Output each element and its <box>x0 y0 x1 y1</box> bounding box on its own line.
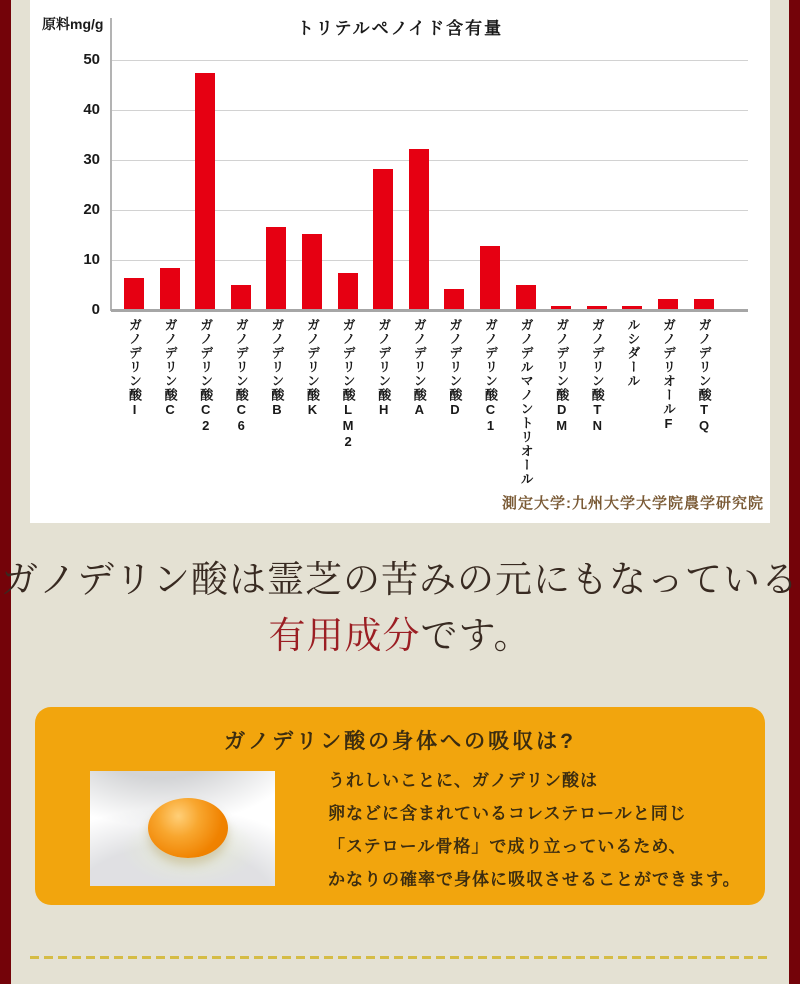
x-category-label: ガノデリン酸DM <box>554 318 570 434</box>
bar-ガノデリン酸C <box>160 268 180 311</box>
headline-line1: ガノデリン酸は霊芝の苦みの元にもなっている <box>1 560 799 601</box>
bar-ガノデリン酸A <box>409 149 429 310</box>
bar-ガノデリン酸LM2 <box>338 273 358 311</box>
y-tick-label: 40 <box>83 101 100 118</box>
y-axis-line <box>110 18 112 311</box>
bar-ガノデリン酸D <box>444 289 464 311</box>
x-category-label: ガノデリン酸I <box>127 318 142 418</box>
y-axis-unit-label: 原料mg/g <box>42 16 104 32</box>
absorption-box-title: ガノデリン酸の身体への吸収は? <box>224 730 576 753</box>
x-category-label: ガノデルマノントリオール <box>518 318 534 486</box>
x-category-label: ガノデリン酸C1 <box>483 318 498 434</box>
headline-line2-rest: です。 <box>420 616 532 657</box>
absorption-text-line: 「ステロール骨格」で成り立っているため、 <box>328 837 687 856</box>
bar-ガノデルマノントリオール <box>516 285 536 310</box>
headline-highlight: 有用成分 <box>268 616 421 657</box>
absorption-text-line: 卵などに含まれているコレステロールと同じ <box>328 804 687 823</box>
bottom-dashed-divider <box>30 956 770 959</box>
bar-ガノデリン酸C1 <box>480 246 500 311</box>
absorption-info-box <box>35 707 765 905</box>
x-category-label: ガノデリン酸C <box>162 318 178 418</box>
x-category-label: ガノデリン酸C2 <box>198 318 214 434</box>
gridline <box>111 60 748 61</box>
x-axis-baseline <box>111 309 748 312</box>
x-category-label: ルシダール <box>625 318 641 388</box>
y-tick-label: 10 <box>83 251 100 268</box>
chart-source-note: 測定大学:九州大学大学院農学研究院 <box>502 495 764 512</box>
absorption-text-line: かなりの確率で身体に吸収させることができます。 <box>328 870 741 889</box>
y-tick-label: 30 <box>83 151 100 168</box>
x-category-label: ガノデリン酸C6 <box>233 318 249 434</box>
right-maroon-border <box>789 0 800 984</box>
headline <box>0 553 800 665</box>
x-category-label: ガノデリン酸LM2 <box>340 318 356 450</box>
headline-line2 <box>0 609 800 665</box>
bar-ガノデリン酸H <box>373 169 393 310</box>
absorption-text <box>328 764 741 896</box>
egg-yolk-photo <box>90 771 275 886</box>
y-tick-label: 20 <box>83 201 100 218</box>
chart-title: トリテルペノイド含有量 <box>296 19 504 38</box>
x-category-label: ガノデリン酸H <box>376 318 392 418</box>
egg-yolk <box>148 798 228 858</box>
x-category-label: ガノデリン酸K <box>305 318 320 418</box>
bar-ガノデリン酸K <box>302 234 322 311</box>
y-tick-label: 50 <box>83 51 100 68</box>
bar-ガノデリン酸C2 <box>195 73 215 311</box>
y-tick-label: 0 <box>91 301 100 318</box>
triterpenoid-chart-panel <box>30 0 770 523</box>
x-category-label: ガノデリオールF <box>661 318 676 432</box>
x-category-label: ガノデリン酸B <box>269 318 285 418</box>
bar-ガノデリン酸B <box>266 227 286 311</box>
x-category-label: ガノデリン酸D <box>447 318 463 418</box>
bar-ガノデリン酸C6 <box>231 285 251 310</box>
x-category-label: ガノデリン酸TQ <box>696 318 712 434</box>
bar-chart-plot-area <box>30 0 770 523</box>
x-category-label: ガノデリン酸A <box>411 318 427 418</box>
x-category-label: ガノデリン酸TN <box>589 318 605 434</box>
absorption-text-line: うれしいことに、ガノデリン酸は <box>328 771 598 790</box>
left-maroon-border <box>0 0 11 984</box>
bar-ガノデリン酸I <box>124 278 144 311</box>
